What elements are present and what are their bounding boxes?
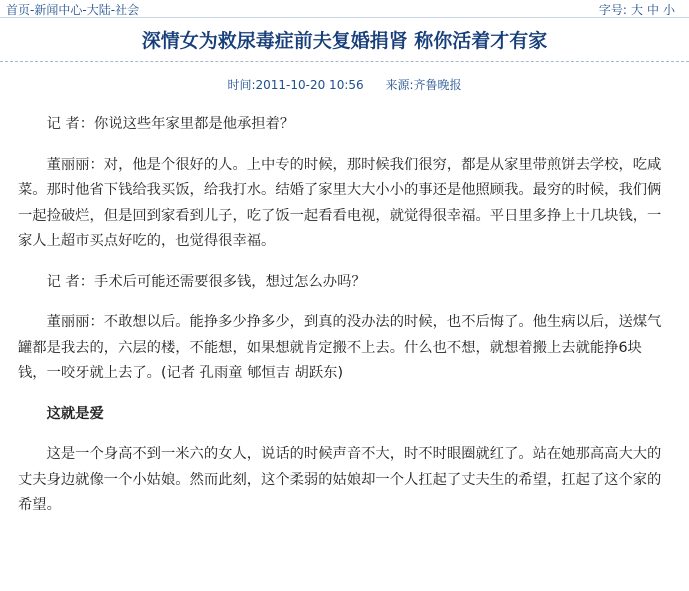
breadcrumb-home[interactable]: 首页 (6, 3, 31, 17)
breadcrumb-news-center[interactable]: 新闻中心 (34, 3, 83, 17)
breadcrumb-mainland[interactable]: 大陆 (86, 3, 111, 17)
section-heading: 这就是爱 (46, 405, 104, 422)
top-bar (0, 0, 689, 18)
paragraph-answer-1: 董丽丽：对，他是个很好的人。上中专的时候，那时候我们很穷，都是从家里带煎饼去学校，吃咸菜。那时他省下钱给我买饭，给我打水。结婚了家里大大小小的事还是他照顾我。最穷的时候，我们俩一起捡破烂，但是回到家看到儿子，吃了饭一起看看电视，就觉得很幸福。平日里多挣上十几块钱，一家人上超市买点好吃的，也觉得很幸福。 (18, 156, 662, 249)
time-label: 时间: (227, 78, 256, 92)
article-source: 齐鲁晚报 (413, 78, 462, 92)
breadcrumb-society[interactable]: 社会 (115, 3, 140, 17)
paragraph-commentary: 这是一个身高不到一米六的女人，说话的时候声音不大，时不时眼圈就红了。站在她那高高大大的丈夫身边就像一个小姑娘。然而此刻，这个柔弱的姑娘却一个人扛起了丈夫生的希望，扛起了这个家的希望。 (18, 446, 662, 513)
article-meta (0, 76, 689, 92)
title-divider (0, 61, 689, 62)
paragraph-reporter-question-2: 记 者：手术后可能还需要很多钱，想过怎么办吗？ (46, 273, 366, 290)
breadcrumb: 首页-新闻中心-大陆-社会 (6, 3, 140, 17)
article-title: 深情女为救尿毒症前夫复婚捐肾 称你活着才有家 (141, 30, 548, 52)
font-size-medium[interactable]: 中 (646, 3, 659, 17)
publish-time: 2011-10-20 10:56 (255, 78, 364, 92)
paragraph-reporter-question-1: 记 者：你说这些年家里都是他承担着？ (46, 116, 295, 132)
article-body (18, 112, 668, 534)
font-size-large[interactable]: 大 (630, 3, 643, 17)
source-label: 来源: (385, 78, 414, 92)
font-size-label: 字号: (598, 3, 627, 17)
font-size-small[interactable]: 小 (662, 3, 675, 17)
font-size-switcher (599, 1, 675, 18)
paragraph-answer-2: 董丽丽：不敢想以后。能挣多少挣多少，到真的没办法的时候，也不后悔了。他生病以后，送煤气罐都是我去的，六层的楼，不能想，如果想就肯定搬不上去。什么也不想，就想着搬上去就能挣6块钱，一咬牙就上去了。(记者 孔雨童 郇恒吉 胡跃东) (18, 314, 662, 381)
